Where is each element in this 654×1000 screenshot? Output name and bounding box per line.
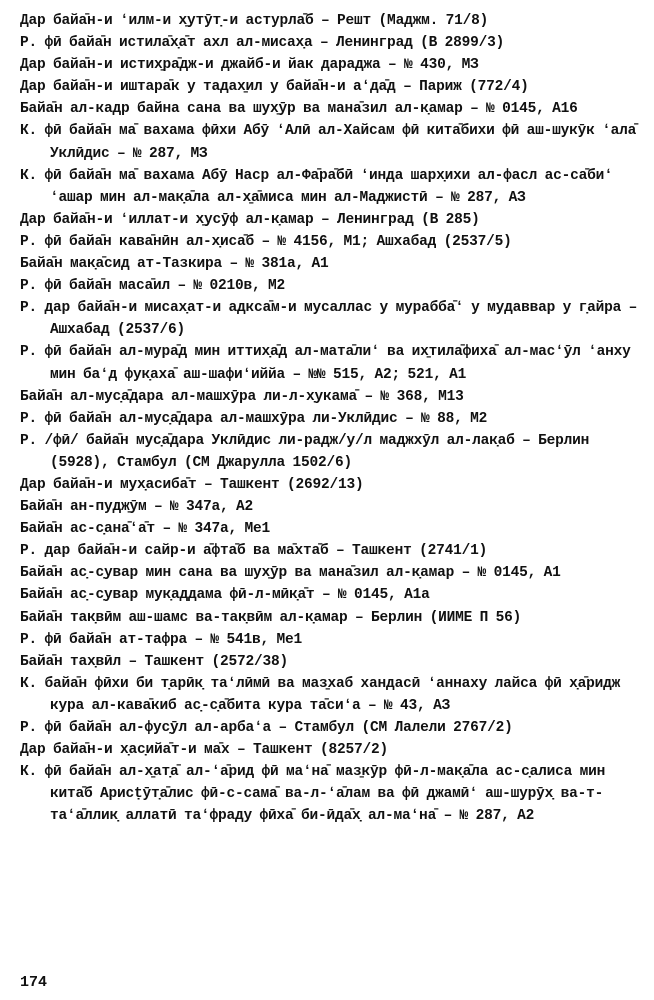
bibliography-entry: Байа̄н тах̣вӣл – Ташкент (2572/38) [20, 653, 289, 670]
bibliography-entry: Р. фӣ байа̄н ал-фус̣ӯл ал-арбаʻа – Стамбул (СМ Лалели 2767/2) [20, 720, 513, 736]
bibliography-entry: Р. дар байа̄н-и сайр-и а̄фта̄б ва ма̄хта̄б – Ташкент (2741/1) [20, 543, 488, 560]
bibliography-entry: Байа̄н ас̣-с̣увар мук̣аддама фӣ-л-мӣк̣а̄т – № 0145, А1а [20, 587, 430, 604]
bibliography-entry: Байа̄н ас-с̣ана̄ʻа̄т – № 347а, Ме1 [20, 521, 271, 538]
bibliography-page [20, 10, 640, 827]
bibliography-entry: Р. /фӣ/ байа̄н мус̣а̄дара Уклӣдис ли-радж/у/л маджхӯл ал-лак̣аб – Берлин (5928), Стамбул (СМ Джарулла 1502/6) [20, 432, 590, 471]
bibliography-entry: Р. фӣ байа̄н ал-мус̣а̄дара ал-машхӯра ли-Уклӣдис – № 88, М2 [20, 410, 488, 427]
bibliography-entry: Р. фӣ байа̄н кава̄нӣн ал-х̣иса̄б – № 4156, М1; Ашхабад (2537/5) [20, 233, 512, 250]
bibliography-entry: Дар байа̄н-и х̣ас̣ийа̄т-и ма̄х – Ташкент (8257/2) [20, 742, 389, 759]
bibliography-entry: К. фӣ байа̄н ма̄ вахама Абӯ Наср ал-Фа̄ра̄бӣ ʻинда шарх̣ихи ал-фасл ас-са̄биʻ ʻашар мин ал-мак̣а̄ла ал-х̱а̄миса мин ал-Маджистӣ – № 287, АЗ [20, 167, 613, 206]
bibliography-entry: Байа̄н мак̣а̄сид ат-Тазкира – № 381а, А1 [20, 256, 329, 273]
bibliography-entry: Байа̄н так̣вӣм аш-шамс ва-так̣вӣм ал-к̣амар – Берлин (ИИМЕ П 56) [20, 609, 522, 626]
bibliography-entry: Байа̄н ан-пудж̱ӯм – № 347а, А2 [20, 499, 254, 516]
bibliography-entry: Дар байа̄н-и мух̣асиба̄т – Ташкент (2692/13) [20, 476, 364, 493]
bibliography-entry: Р. фӣ байа̄н ал-мура̄д мин иттих̣а̄д ал-мата̄лиʻ ва их̱тила̄фиха̄ ал-масʻӯл ʻанху мин баʻд фук̣аха̄ аш-шафиʻиййа – №№ 515, А2; 521, А1 [20, 344, 631, 383]
bibliography-entry: Р. фӣ байа̄н маса̄ил – № 0210в, М2 [20, 278, 286, 295]
bibliography-entry: К. байа̄н фӣхи би т̣арӣк̣ таʻлӣмӣ ва маз̱хаб хандасӣ ʻаннаху лайса фӣ х̣а̄ридж кура ал-кава̄киб ас̣-с̣а̄бита кура та̄сиʻа – № 43, АЗ [20, 675, 621, 714]
bibliography-entry: К. фӣ байа̄н ма̄ вахама фӣхи Абӯ ʻАлӣ ал-Хайсам фӣ кита̄бихи фӣ аш-шукӯк ʻала̄ Уклӣдис – № 287, МЗ [20, 123, 637, 162]
bibliography-entry: Дар байа̄н-и ʻилм-и х̱утӯт̣-и астурла̄б – Решт (Маджм. 71/8) [20, 13, 489, 29]
bibliography-entry: Байа̄н ас̣-с̣увар мин сана ва шух̱ӯр ва мана̄зил ал-к̣амар – № 0145, А1 [20, 565, 561, 582]
bibliography-entry: Р. дар байа̄н-и мисах̣ат-и адкса̄м-и мусаллас у мурабба̄ʻ у мудаввар у г̣айра – Ашхабад (2537/6) [20, 300, 638, 339]
bibliography-entry: Р. фӣ байа̄н ат-тафра – № 541в, Ме1 [20, 631, 303, 648]
bibliography-entry: Дар байа̄н-и истих̱ра̄дж-и джайб-и йак дараджа – № 430, МЗ [20, 57, 479, 74]
bibliography-entry: Дар байа̄н-и иштара̄к у тадах̱ил у байа̄н-и аʻда̄д – Париж (772/4) [20, 79, 529, 96]
bibliography-entry: Дар байа̄н-и ʻиллат-и х̱усӯф ал-к̣амар – Ленинград (В 285) [20, 211, 480, 228]
bibliography-entry: К. фӣ байа̄н ал-х̱ат̣а̄ ал-ʻа̄рид фӣ маʻна̄ маз̱кӯр фӣ-л-мак̣а̄ла ас-с̣алиса мин кита̄б Арисṭӯт̣а̄лис фӣ-с-сама̄ ва-л-ʻа̄лам ва фӣ джамӣʻ аш-шурӯх̣ ва-т-таʻа̄ллик̣ аллатӣ таʻфраду фӣха̄ би-ӣда̄х̣ ал-маʻна̄ – № 287, А2 [20, 764, 606, 825]
bibliography-entry: Р. фӣ байа̄н истила̄х̣а̄т ахл ал-мисах̣а – Ленинград (В 2899/3) [20, 35, 505, 52]
page-number: 174 [20, 974, 48, 991]
bibliography-entry: Байа̄н ал-кадр байна сана ва шух̱ӯр ва мана̄зил ал-к̣амар – № 0145, А16 [20, 101, 578, 118]
bibliography-entry: Байа̄н ал-мус̣а̄дара ал-машхӯра ли-л-х̣укама̄ – № 368, М13 [20, 388, 464, 405]
